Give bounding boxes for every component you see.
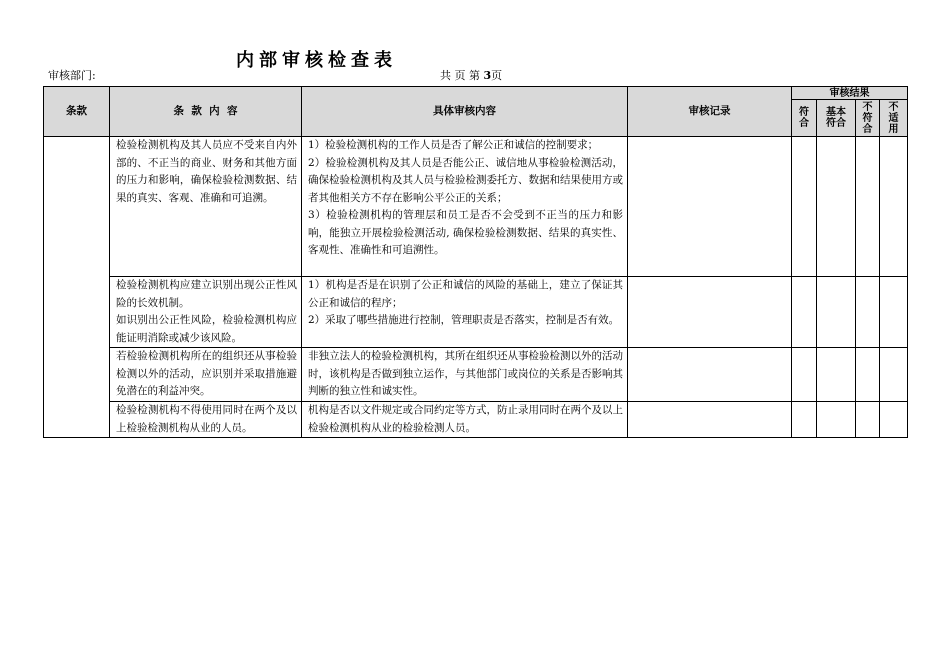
col-clause-content: 条 款 内 容 [110,87,302,137]
check-item: 1）机构是否是在识别了公正和诚信的风险的基础上，建立了保证其公正和诚信的程序； [308,279,623,309]
table-row: 检验检测机构应建立识别出现公正性风险的长效机制。 如识别出公正性风险，检验检测机构应能证明消除或减少该风险。 [110,277,302,348]
basic-conform-cell[interactable] [817,348,856,402]
nonconform-cell[interactable] [856,277,880,348]
col-record: 审核记录 [628,87,792,137]
check-item: 1）检验检测机构的工作人员是否了解公正和诚信的控制要求； [308,139,599,151]
record-cell[interactable] [628,137,792,277]
col-result: 审核结果 [792,87,908,100]
na-cell[interactable] [880,348,908,402]
col-check-content: 具体审核内容 [302,87,628,137]
conform-cell[interactable] [792,137,817,277]
check-item: 3）检验检测机构的管理层和员工是否不会受到不正当的压力和影响，能独立开展检验检测活动, 确保检验检测数据、结果的真实性、客观性、准确性和可追溯性。 [308,209,623,256]
nonconform-cell[interactable] [856,348,880,402]
clause-cell [44,137,110,438]
check-item: 2）检验检测机构及其人员是否能公正、诚信地从事检验检测活动，确保检验检测机构及其人员与检验检测委托方、数据和结果使用方或者其他相关方不存在影响公平公正的关系； [308,156,623,204]
table-row: 若检验检测机构所在的组织还从事检验检测以外的活动，应识别并采取措施避免潜在的利益冲突。 [110,348,302,402]
page-title: 内部审核检查表 [236,50,397,71]
record-cell[interactable] [628,402,792,438]
check-item: 非独立法人的检验检测机构，其所在组织还从事检验检测以外的活动时，该机构是否做到独立运作，与其他部门或岗位的关系是否影响其判断的独立性和诚实性。 [308,350,623,397]
col-na: 不适用 [880,100,908,137]
table-row: 检验检测机构不得使用同时在两个及以上检验检测机构从业的人员。 [110,402,302,438]
record-cell[interactable] [628,348,792,402]
conform-cell[interactable] [792,277,817,348]
col-conform: 符合 [792,100,817,137]
col-clause: 条款 [44,87,110,137]
conform-cell[interactable] [792,348,817,402]
nonconform-cell[interactable] [856,402,880,438]
record-cell[interactable] [628,277,792,348]
na-cell[interactable] [880,402,908,438]
page-number: 3 [483,69,492,82]
table-row: 检验检测机构及其人员应不受来自内外部的、不正当的商业、财务和其他方面的压力和影响，确保检验检测数据、结果的真实、客观、准确和可追溯。 [110,137,302,277]
basic-conform-cell[interactable] [817,137,856,277]
checklist-table [43,86,908,438]
check-item: 机构是否以文件规定或合同约定等方式，防止录用同时在两个及以上检验检测机构从业的检验检测人员。 [308,404,623,434]
check-cell [302,137,628,277]
nonconform-cell[interactable] [856,137,880,277]
conform-cell[interactable] [792,402,817,438]
col-nonconform: 不符合 [856,100,880,137]
page-suffix: 页 [491,69,503,82]
col-basic-conform: 基本符合 [817,100,856,137]
check-cell [302,402,628,438]
na-cell[interactable] [880,277,908,348]
audit-dept-label: 审核部门: [48,69,96,82]
check-cell [302,277,628,348]
page-indicator [440,67,502,83]
check-cell [302,348,628,402]
basic-conform-cell[interactable] [817,402,856,438]
check-item: 2）采取了哪些措施进行控制，管理职责是否落实，控制是否有效。 [308,314,620,326]
basic-conform-cell[interactable] [817,277,856,348]
page-prefix: 共 页 第 [440,69,480,82]
na-cell[interactable] [880,137,908,277]
